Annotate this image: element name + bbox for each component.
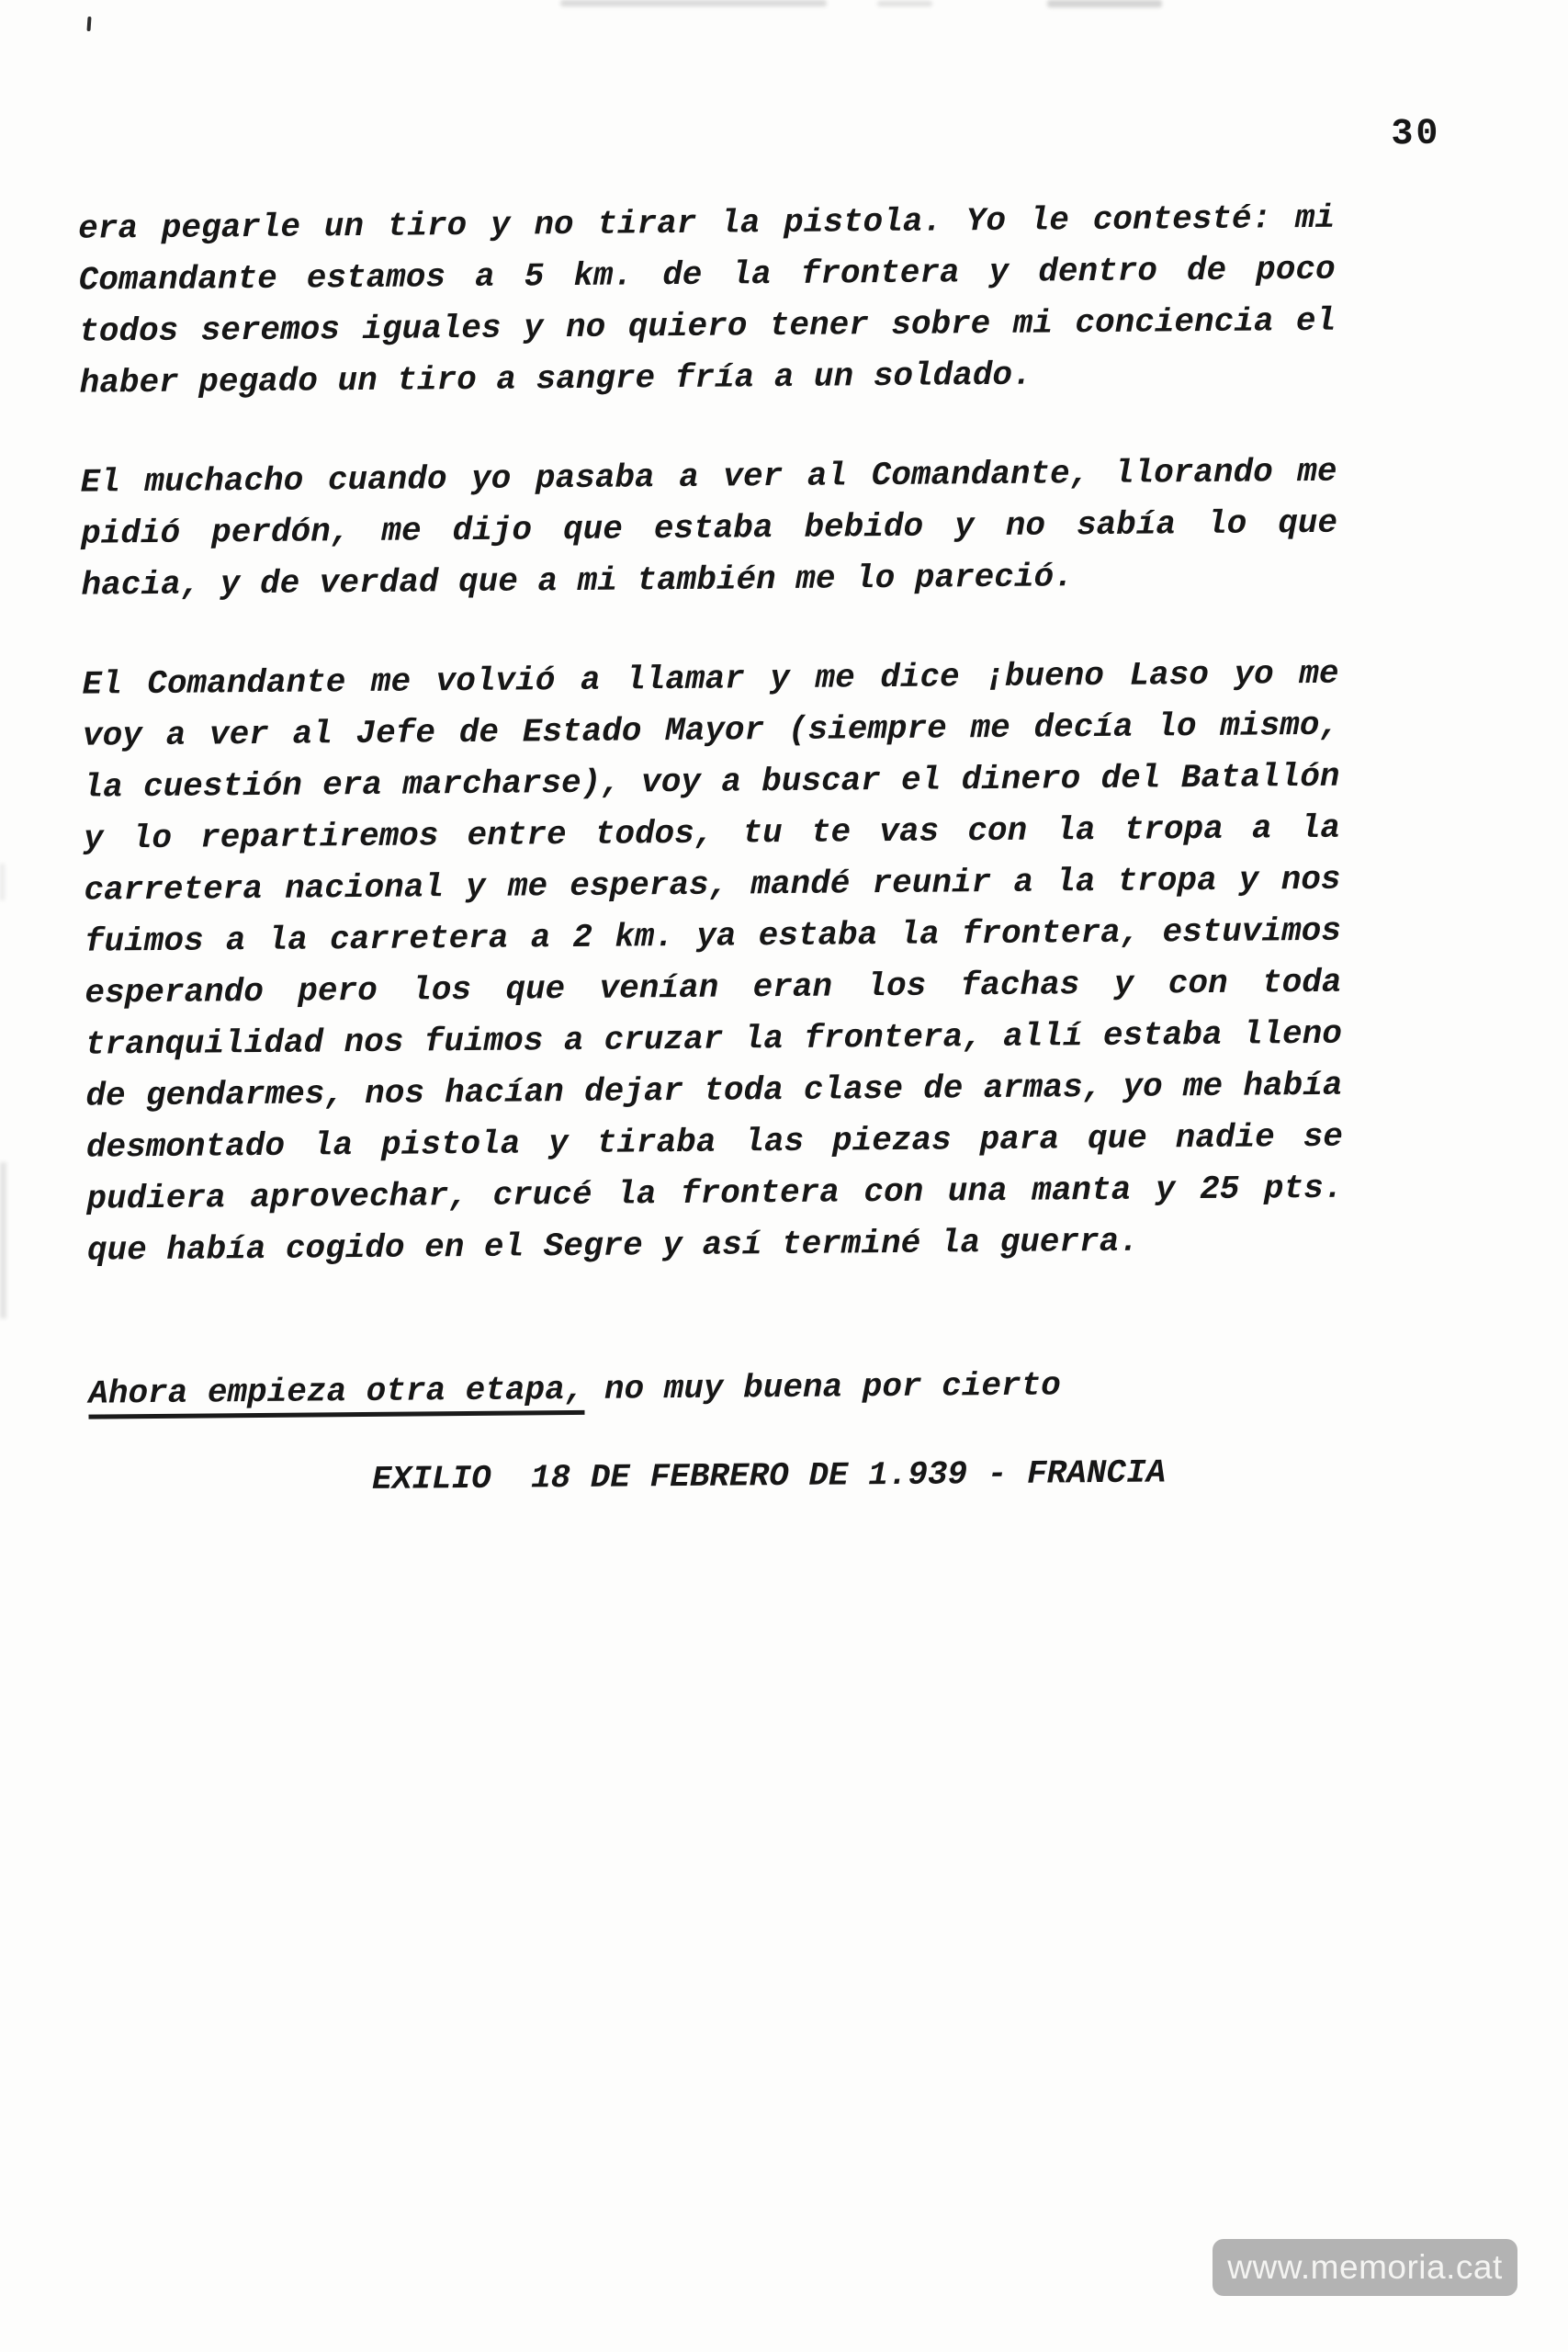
paragraph-muchacho: El muchacho cuando yo pasaba a ver al Comandante, llorando me pidió perdón, me dijo que estaba bebido y no sabía lo que hacia, y de verdad que a mi también me lo pareció. xyxy=(80,452,1338,605)
paragraph-frontera: El Comandante me volvió a llamar y me dice ¡bueno Laso yo me voy a ver al Jefe de Estado Mayor (siempre me decía lo mismo, la cuestión era marcharse), voy a buscar el dinero del Batallón y lo repartiremos entre todos, tu te vas con la tropa a la carretera nacional y me esperas, mandé reunir a la tropa y nos fuimos a la carretera a 2 km. ya estaba la frontera, estuvimos esperando pero los que venían eran los fachas y con toda tranquilidad nos fuimos a cruzar la frontera, allí estaba lleno de gendarmes, nos hacían dejar toda clase de armas, yo me había desmontado la pistola y tiraba las piezas para que nadie se pudiera aprovechar, crucé la frontera con una manta y 25 pts. que había cogido en el Segre y así terminé la guerra. xyxy=(82,654,1344,1270)
closing-line xyxy=(88,1358,1345,1420)
memoria-cat-watermark: www.memoria.cat xyxy=(1213,2239,1517,2296)
closing-rest: no muy buena por cierto xyxy=(584,1366,1061,1408)
paragraph-pistola: era pegarle un tiro y no tirar la pistola. Yo le contesté: mi Comandante estamos a 5 km. de la frontera y dentro de poco todos seremos iguales y no quiero tener sobre mi conciencia el haber pegado un tiro a sangre fría a un soldado. xyxy=(78,198,1337,402)
closing-underlined-phrase: Ahora empieza otra etapa, xyxy=(88,1371,584,1419)
page-number: 30 xyxy=(1391,113,1441,156)
document-body xyxy=(78,193,1346,1509)
exile-date-line: EXILIO 18 DE FEBRERO DE 1.939 - FRANCIA xyxy=(371,1453,1167,1498)
